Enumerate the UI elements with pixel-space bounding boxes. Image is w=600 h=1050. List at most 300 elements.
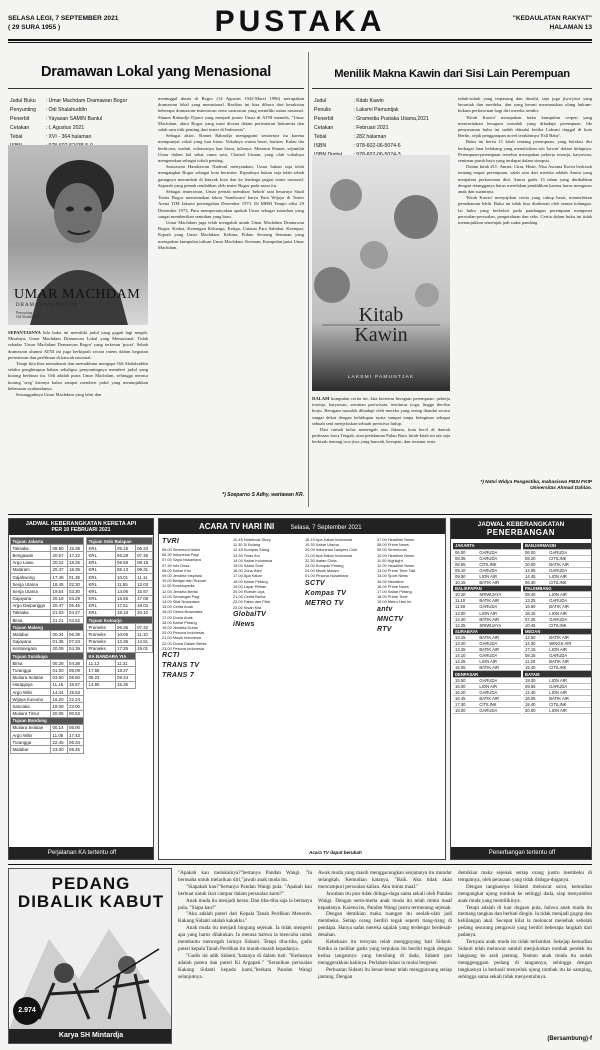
flight-time: 16.50 [523, 604, 547, 610]
train-section-name: Tujuan Surabaya [11, 653, 84, 660]
tv-program: 07.00 Sapa Nusantara [162, 557, 201, 563]
flight-table-left [453, 543, 521, 714]
tv-program: 19.00 Layar Pilihan [233, 583, 267, 589]
train-row [11, 552, 84, 559]
train-cell: 19.53 [67, 688, 83, 695]
flight-time: 11.10 [453, 598, 477, 604]
flight-time: 12.25 [453, 622, 477, 628]
masthead [8, 6, 592, 50]
flight-airline: GARUDA [477, 708, 521, 714]
train-row [11, 602, 84, 609]
serial-col2: Awak muda yang masih menggacungkan senjatanya itu mundur selangkah. Kemudian katanya, "Baik. Aku tidak akan mencampuri persoalan kalian. Aku minta maaf." Jawaban itu pun tidak diduga-duga sama sekali oleh Pandan Wangi. Dengan serta-merta anak muda itu telah minta maaf kepadanya. Karena itu, Pandan Wangi justru termenung sejenak. Dengan demikian maka ruangan itu seolah-olah jadi membeku. Setiap orang berdiri tegak seperti tiang-tiang di pendapa. Hanya nafas mereka sajalah yang terdengar berdesah-desahan. Kebekuan itu ternyata telah menggoyang hati Sidanti. Ketika ia melihat gadis yang terpukau itu berdiri tegak dengan kedua tangannya yang bersilang di dada, Sidanti pun menggerakkan kakinya. Perlahan-lahan ia mulai bergeser. Perbuatan Sidanti itu benar-benar telah mengguncang setiap jantung. Dengan [318, 870, 452, 980]
tv-program: 18.00 Kabar Petang [162, 619, 197, 625]
flight-airline: BATIK AIR [477, 580, 521, 586]
train-cell: Bima [11, 660, 51, 667]
channel-logo-globaltv: GlobalTV [233, 610, 267, 618]
flight-airline: BATIK AIR [477, 647, 521, 653]
train-cell: 08.18 [135, 559, 152, 566]
flight-airline: BATIK AIR [547, 634, 591, 640]
tv-schedule [158, 518, 446, 860]
tv-program: 17.00 Dunia Anak [162, 614, 193, 620]
serial-illustration [8, 868, 172, 1044]
serial-author: Karya SH Mintardja [9, 1029, 172, 1043]
flight-airline: BATIK AIR [477, 598, 521, 604]
train-row [87, 545, 153, 552]
flight-airline: BATIK AIR [547, 561, 591, 567]
flight-airline: SRIWIJAYA [477, 622, 521, 628]
serial-col1: "Apakah kau melukainya?"bertanya Pandan Wangi. "Ia berusaha untuk melarikan diri,"jawab anak muda itu. "Siapakah kau?"bertanya Pandan Wangi pula. "Apakah kau berbuat untuk ikut campur dalam persoalan kami?" Anak muda itu menjadi heran. Dan tiba-tiba saja ia bertanya pula, "Siapa kau?" "Aku adalah puteri dari Kepala Tanah Perdikan Menoreh. Kakang Sidanti adalah kakakku." Anak muda itu menjadi bingung sejenak. Ia tidak mengerti apa yang harus dilakukan. Ia merasa bahwa ia mencoba untuk membantu mencegah larinya Sidanti. Tetapi tiba-tiba, gadis puteri kepala Tanah Perdikan itu marah-marah kepadanya. "Gadis ini adik Sidanti,"katanya di dalam hati. "Keduanya adalah putera dan puteri Ki Argapati." "Seranlkan persoalan Kakang Sidanti kepada kami,"berkata Pandan Wangi selanjutnya. [178, 870, 312, 980]
train-table-main [10, 537, 84, 754]
meta-row [314, 134, 450, 141]
train-cell: 00.53 [67, 710, 83, 717]
flight-airline: BATIK AIR [477, 634, 521, 640]
train-cell: 05.45 [67, 602, 83, 609]
cover-title: UMAR MACHDAM [14, 287, 141, 302]
meta-value: : Kitab Kawin [353, 98, 384, 104]
train-cell: KRL [87, 545, 116, 552]
flight-airline: WINGS AIR [547, 641, 591, 647]
train-cell: Turangga [11, 667, 51, 674]
meta-row [10, 116, 146, 123]
tv-program: 16.00 Zona Iklim [233, 568, 262, 574]
train-cell: 11.31 [115, 660, 135, 667]
tv-program: 13.00 Prime Time Talk [377, 568, 416, 574]
train-cell: 00.14 [51, 724, 67, 731]
flight-destination: JAKARTA [453, 543, 521, 549]
tv-program: 16.00 Prime News [377, 583, 409, 589]
flight-title-2: PENERBANGAN [486, 528, 556, 537]
meta-value: : 978-602-06-5074-6 [353, 143, 401, 149]
flight-airline: LION AIR [547, 592, 591, 598]
train-row [11, 681, 84, 688]
train-row [11, 545, 84, 552]
train-cell: 20.67 [51, 552, 67, 559]
flight-airline: CITILINK [547, 665, 591, 671]
left-headline: Dramawan Lokal yang Menasional [40, 64, 272, 80]
train-cell: 01.00 [51, 667, 67, 674]
train-row [11, 732, 84, 739]
train-cell: 14.44 [51, 688, 67, 695]
train-cell: 20.16 [51, 595, 67, 602]
train-section-header [11, 624, 84, 631]
meta-row [314, 125, 450, 132]
meta-row [10, 107, 146, 114]
train-cell: 01.35 [67, 573, 83, 580]
flight-time: 13.25 [453, 647, 477, 653]
train-cell: 04.38 [67, 660, 83, 667]
train-cell: 17.48 [51, 573, 67, 580]
flight-airline: CITILINK [477, 701, 521, 707]
tv-title: ACARA TV HARI INI [199, 522, 275, 531]
channel-logo-inews: iNews [233, 620, 255, 628]
train-row [11, 559, 84, 566]
tv-program: 07.00 Headline News [377, 537, 414, 542]
flight-title: JADWAL KEBERANGKATAN [477, 521, 565, 528]
train-cell: 05.09 [67, 667, 83, 674]
train-cell: Wijaya Kusuma [11, 696, 51, 703]
meta-key: Penerbit [10, 116, 30, 122]
right-body-col2: tubuh-tubuh yang terpasung dan dieailti, tapi juga jiwa-jiwa yang berontak dan merdeka, dan yang berani merumuskan ulang hukum-hukum perkawinan bagi diri mereka sendiri. 'Kitab Kawin' merupakan buku kumpulan cerpen yang menceritakan beragam masalah yang dihadapi perempuan. Ide penyusunan buku ini sudah diinulai ketika Laksmi tinggal di kota Berlin, sejak penggarapan novel terakhimya 'Fall Baby'. Buku ini berisi 11 kitab tentang perempuan, yang beralasi diri berbagai latar belakang yang menafsirkan arti 'kawin' dalam hidupnya. Perempuan-perempuan tersebut merupakan pekerja tosenja, karyawan, seniman paruh baya yang terdapat dalam sinopsis. Dalam kitab #11: Amira, Citra, Heati, Nisa Asrama Korea berkisah tentang empat perempuan, salah satu dari mereka adalah Amira yang menjalani perkawinan dini. Amira gadis 13 tahun yang dinikahkan dengan tetangganya harus merelakan pendidikan karena harus mengurus anak dan suaminya. 'Kitab Kawin' menyajikan cerita yang cukup berat, memerlukan pemahaman lebih. Buku ini tidak bisa dinikmati oleh semua kalangan. Isi buku yang berbobot pada pandangan perempuan mengenai persoalan-persoalan, pengetahuan dan seks. Cerita dalam buku ini tidak menunjukkan semenjak jadi sudut pandang. [458, 96, 592, 226]
flight-airline: LION AIR [547, 610, 591, 616]
flight-time: 14.10 [453, 653, 477, 659]
flight-airline: LION AIR [477, 610, 521, 616]
train-cell: 20.47 [51, 566, 67, 573]
train-section-header [87, 538, 153, 545]
flight-time: 07.25 [523, 616, 547, 622]
episode-badge [13, 997, 41, 1025]
train-cell: 06.00 [67, 724, 83, 731]
flight-time: 16.20 [453, 689, 477, 695]
tv-program: 18.00 Prime Time [377, 594, 408, 600]
flight-airline: CITILINK [477, 561, 521, 567]
flight-time: 15.50 [453, 677, 477, 683]
meta-value: : Yayasan SAMIN Bantul [45, 116, 103, 122]
train-cell: KRL [87, 609, 116, 616]
train-section-name: Tujuan Kutoarjo [87, 617, 153, 624]
train-row [11, 581, 84, 588]
flight-airline: BATIK AIR [477, 695, 521, 701]
train-cell: 04.39 [67, 645, 83, 652]
tv-program: 21.00 Musik Indonesia [162, 635, 201, 641]
flight-airline: BATIK AIR [477, 616, 521, 622]
train-cell: 08.50 [51, 545, 67, 552]
train-cell: 09.31 [135, 566, 152, 573]
train-cell: 01.36 [51, 638, 67, 645]
left-book-meta [8, 96, 148, 152]
train-cell: Taksaka [11, 609, 51, 616]
flight-destination: BATAM [523, 671, 591, 677]
train-cell: 22.24 [67, 696, 83, 703]
meta-row [314, 143, 450, 150]
train-cell: Prameks [87, 631, 116, 638]
tv-program: 14.00 Sport News [377, 573, 408, 579]
flight-destination: SURABAYA [453, 628, 521, 634]
train-cell: 06.28 [115, 552, 135, 559]
train-cell: 14.55 [87, 681, 116, 688]
train-cell: 15.57 [67, 681, 83, 688]
train-cell: 21.03 [51, 609, 67, 616]
train-cell: 17.58 [87, 667, 116, 674]
meta-key: Cetakan [314, 125, 334, 131]
flight-time: 16.45 [453, 695, 477, 701]
tv-program: 16.00 Gema Nusantara [162, 609, 203, 615]
train-cell: 17.06 [135, 595, 152, 602]
flight-airline: GARUDA [477, 689, 521, 695]
flight-time: 06.00 [453, 549, 477, 555]
tv-program: 10.00 Belajar dari Rumah [162, 578, 207, 584]
publication-name: "KEDAULATAN RAKYAT" [512, 15, 592, 22]
flight-time: 08.20 [523, 555, 547, 561]
tv-program: 11.00 Highlight [377, 557, 403, 563]
train-caption: Perjalanan KA tertentu off [9, 847, 154, 859]
tv-program: 11.00 Ensiklopedia [162, 583, 195, 589]
train-cell: 11.10 [135, 631, 152, 638]
meta-row [10, 134, 146, 141]
train-cell: Malabar [11, 631, 51, 638]
lead-caps: SEPANTASNYA [8, 330, 41, 335]
right-lead-caps: DALAM [312, 396, 330, 401]
channel-logo-kompastv: Kompas TV [305, 589, 347, 597]
right-article [312, 52, 592, 512]
train-cell: 13.03 [135, 581, 152, 588]
train-cell: 00.28 [51, 660, 67, 667]
train-cell: 20.47 [51, 602, 67, 609]
train-section-name: Tujuan Jakarta [11, 538, 84, 545]
channel-logo-antv: antv [377, 605, 393, 613]
train-row [11, 588, 84, 595]
train-cell: 06.23 [135, 545, 152, 552]
flower-illustration [312, 155, 450, 391]
train-row [11, 674, 84, 681]
tv-program: 22.30 Ikatan Cinta [305, 557, 337, 563]
train-cell: 08.23 [87, 674, 116, 681]
flight-time: 15.05 [453, 665, 477, 671]
meta-value: : XVI - 364 halaman [45, 134, 92, 140]
train-row [11, 696, 84, 703]
train-row [11, 710, 84, 717]
flight-airline: GARUDA [477, 604, 521, 610]
flight-airline: CITILINK [547, 580, 591, 586]
train-cell: Gajayana [11, 595, 51, 602]
right-cover-author: LAKSMI PAMUNTJAK [347, 375, 415, 380]
train-cell: 07.42 [135, 624, 152, 631]
train-row [11, 645, 84, 652]
masthead-javanese-date: ( 29 SURA 1955 ) [8, 24, 61, 31]
train-row [87, 674, 153, 681]
train-cell: 18.37 [115, 667, 135, 674]
flight-airline: LION AIR [477, 683, 521, 689]
flight-airline: GARUDA [477, 677, 521, 683]
train-cell: Bima [11, 617, 51, 624]
train-cell: 18.26 [67, 559, 83, 566]
tv-program: 10.45 Notebook Story [233, 537, 271, 542]
train-cell: Mataram [11, 566, 51, 573]
flight-airline: GARUDA [477, 555, 521, 561]
tv-program: 09.00 Jendela Inspirasi [162, 573, 203, 579]
train-section-header [87, 653, 153, 660]
tv-program: 09.00 Seremonia [377, 547, 407, 553]
tv-program: 08.00 Kabar Kini [162, 567, 191, 573]
flight-time: 11.50 [453, 604, 477, 610]
flight-airline: GARUDA [547, 616, 591, 622]
left-body-col1: SEPANTASNYA bila buku ini memiliki judul yang gagah lagi megah. Misalnya, Umar Machdam Dramawan Lokal yang Menasional. Tidak sekadar 'Umar Machdam Dramawan Bogor' yang terkesan 'pucat'. Sebab dramawan alumni ATNI ini juga berkiprah secara intens dalam kegiatan perteateran dan perfilman di kancah nasional. Tetapi kita bisa memahami dan memaklumi mengapa Odi Shalahuddin selaku penghimpun bahan sekaligus penyuntingnya memberi judul yang kurang berbinar itu. Odi adalah putra Umar Machdam, sehingga merasa kurang 'sreg' kiranya kalau sampai memberi judul yang menunjukkan kebesaran ayahandanya. Sesungguhnya Umar Machdam yang lahir dan [8, 330, 148, 398]
cover-subtitle: DRAMAWAN BOGOR [16, 303, 79, 308]
train-cell: 11.12 [87, 660, 116, 667]
flight-airline: GARUDA [477, 549, 521, 555]
flight-time: 13.20 [453, 641, 477, 647]
flight-airline: GARUDA [477, 567, 521, 573]
tv-col-1 [162, 537, 228, 855]
tv-program: 19.00 Jendela Dunia [162, 625, 198, 631]
meta-row [314, 98, 450, 105]
flight-time: 18.15 [523, 610, 547, 616]
section-title: PUSTAKA [214, 5, 386, 38]
tv-col-3 [305, 537, 373, 855]
flight-time: 15.40 [523, 665, 547, 671]
channel-logo-rcti: RCTI [162, 652, 180, 660]
meta-value: : 282 halaman [353, 134, 387, 140]
train-cell: 20.22 [51, 559, 67, 566]
flight-time: 16.05 [523, 695, 547, 701]
train-row [87, 559, 153, 566]
train-cell: Prameks [87, 645, 116, 652]
train-cell: 14.06 [115, 588, 135, 595]
train-row [11, 609, 84, 616]
left-book-cover [8, 145, 148, 325]
train-cell: 16.20 [51, 696, 67, 703]
flight-airline: BATIK AIR [547, 695, 591, 701]
cover-editor: Penyunting Odi Shalahuddin [16, 311, 41, 320]
train-section-name: Tujuan Solo Balapan [87, 538, 153, 545]
train-cell: 08.50 [67, 674, 83, 681]
train-row [11, 724, 84, 731]
train-cell: 19.09 [51, 703, 67, 710]
meta-key: Judul [314, 98, 327, 104]
train-row [11, 660, 84, 667]
serial-title-art: PEDANG DIBALIK KABUT [17, 874, 165, 911]
flight-destination: PALEMBANG [523, 586, 591, 592]
flight-time: 16.00 [453, 683, 477, 689]
train-cell: Mutiara Selatan [11, 724, 51, 731]
flight-time: 10.15 [453, 580, 477, 586]
meta-row [314, 107, 450, 114]
train-cell: 06.39 [67, 631, 83, 638]
train-cell: 15.35 [115, 681, 135, 688]
flight-airline: CITILINK [547, 555, 591, 561]
meta-key: Penulis [314, 107, 332, 113]
flight-airline: LION AIR [547, 689, 591, 695]
train-cell: 10.05 [115, 631, 135, 638]
flight-time: 14.30 [523, 641, 547, 647]
train-row [11, 631, 84, 638]
tv-program: 06.00 Seremoni Islam [162, 547, 200, 552]
tv-program: 15.00 Sabtu Sore [233, 563, 264, 569]
flight-time: 10.00 [523, 561, 547, 567]
tv-program: 21.00 Apa Kabar Indonesia [305, 552, 352, 558]
train-cell: 11.55 [115, 581, 135, 588]
train-section-name: KA BANDARA YIA [87, 653, 136, 660]
train-cell: Senja Utama [11, 588, 51, 595]
train-row [11, 703, 84, 710]
right-byline: *) Natvi Widya Pangestika, mahasiswa PBSI FKIP Universitas Ahmad Dahlan. [480, 480, 592, 491]
flight-time: 09.50 [453, 573, 477, 579]
train-cell: 18.04 [135, 602, 152, 609]
train-row [87, 552, 153, 559]
train-cell: 10.01 [115, 573, 135, 580]
train-row [11, 595, 84, 602]
meta-key: Tebal [314, 134, 327, 140]
flight-destination: BANJARMASIN [523, 543, 591, 549]
train-table-solo [86, 537, 153, 689]
train-cell: 07.23 [67, 638, 83, 645]
tv-program: 20.00 Indonesia Lawyers Club [305, 547, 358, 553]
train-cell: 22.45 [51, 739, 67, 746]
flight-time: 13.15 [453, 634, 477, 640]
flight-time: 17.30 [453, 701, 477, 707]
meta-key: Penyunting [10, 107, 36, 113]
train-cell: 20.05 [51, 710, 67, 717]
flight-airline: GARUDA [547, 549, 591, 555]
flight-time: 12.50 [523, 634, 547, 640]
train-row [11, 688, 84, 695]
flight-time: 08.55 [453, 561, 477, 567]
tv-program: 19.00 Metro Hari Ini [377, 599, 412, 605]
flight-time: 18.40 [523, 701, 547, 707]
flight-time: 10.20 [453, 592, 477, 598]
meta-key: Judul Buku [10, 98, 36, 104]
episode-number: 2.974 [18, 1007, 36, 1014]
train-row [11, 667, 84, 674]
train-cell: KRL [87, 602, 116, 609]
train-title: JADWAL KEBERANGKATAN KERETA API [25, 521, 137, 527]
flight-airline: GARUDA [477, 653, 521, 659]
train-cell: Gajahwong [11, 573, 51, 580]
train-row [11, 746, 84, 753]
tv-program: 12.45 Kompas Siang [233, 547, 270, 553]
meta-key: ISBN [314, 143, 327, 149]
flight-time: 17.15 [523, 647, 547, 653]
meta-key: Tebal [10, 134, 23, 140]
flight-time: 09.10 [453, 567, 477, 573]
flight-airline: LION AIR [547, 677, 591, 683]
left-article [8, 52, 304, 512]
flight-time: 11.20 [523, 659, 547, 665]
train-row [87, 609, 153, 616]
flight-time: 06.30 [523, 580, 547, 586]
train-cell: 03.30 [67, 588, 83, 595]
flight-airline: LION AIR [547, 647, 591, 653]
flight-airline: GARUDA [547, 567, 591, 573]
left-body-col2: meninggal dunia di Bogor (14 Agustus 1942-Maret 1996) merupakan dramawan lokal yang menasional. Realitas ini bisa dibaca dari kesaksian beberapa dramawan-teaterawan serta sastrawan yang memiliki nama nasional. Slamet Rahardjo Djarot yang menjadi junior Umar di ATNI menulis, "Umar Machdam, aktor Bogor yang turut dicatat dalam perteateran Indonesia dan salah satu titik penting dari teater di Indonesia". Sebagai aktor, Slamet Rahardjo mengagumi seniornya itu karena mempunyai vokal yang luar biasa. Vokalnya warna berat, bariton. Kalau dia berbicara, waduh, wibawanya luar biasa, tulisnya. Menurut Slamet, sejumlah Umar dalam hal sekat cuma satu, Chairul Umam, yang olah vokalnya mengenakan sebagai tokoh penting. Sastrawan Handrawan Nadesul menyatakan, Umar bukan saja telah mengangkat Bogor sebagai kota berteater. Kiprahnya bukan saja telah sebab gaungnya merambah di banyak kota dan ke lembaga pegiat teater nasional. Saparah yang pemah rendahkan oleh teater Bogor pada masa itu. Sebagai teaterawan, Umar pernah membuat 'heboh' saat besarnya Studi Teater Bogor memerankan lakon 'Sandiwara' karya Putu Wijaya di Teater Arena TIM Jakarta pertengahan Desember 1973. Di MBM Tempo edisi 29 Desember 1973, Putu mempertanyakan apakah Umar sebagai sutradara yang sangat memberikan sentuhan yang baru. Umar Machdam juga telah mengabdi untuk Umar Machdam Dramawan Bogor. Kedua, Kenangan Keluarga, Ketiga, Catatan Para Sahabat. Keempat, Kiprah yang Umar Machdam. Kelima, Pidato Seorang Seniman yang merupakan kumpulan tulisan Umar Machdam. Keenam, Kumpulan puisi Umar Machdam. [158, 96, 304, 250]
tv-program: 15.00 Cerita Anak [162, 604, 193, 610]
train-cell: 04.52 [67, 617, 83, 624]
flight-time: 14.25 [453, 659, 477, 665]
channel-logo-trans7: TRANS 7 [162, 672, 195, 680]
tv-program: 07.30 Info Desa [162, 562, 190, 568]
train-cell: KRL [87, 559, 116, 566]
meta-value: : Umar Machdam Dramawan Bogor [45, 98, 128, 104]
meta-value: : Gramedia Pustaka Utama,2021 [353, 116, 429, 122]
train-cell: 05.15 [115, 545, 135, 552]
train-cell: 08.45 [67, 746, 83, 753]
train-cell: Mutiara Selatan [11, 674, 51, 681]
tv-program: 17.00 Apa Kabar [233, 573, 262, 579]
channel-logo-tvri: TVRI [162, 538, 180, 545]
train-section-header [11, 538, 84, 545]
train-row [87, 645, 153, 652]
tv-program: 24.00 Musik Malam [305, 568, 339, 574]
train-row [87, 667, 153, 674]
flight-row [453, 708, 521, 714]
flight-airline: BATIK AIR [547, 604, 591, 610]
tv-col-4 [377, 537, 443, 855]
train-row [87, 638, 153, 645]
train-cell: Argo Wilis [11, 688, 51, 695]
train-subtitle: PER 10 FEBRUARI 2021 [51, 527, 111, 533]
train-row [11, 739, 84, 746]
meta-value: : Odi Shalahuddin [45, 107, 87, 113]
train-section-header [11, 653, 84, 660]
train-cell: 04.27 [67, 609, 83, 616]
flight-airline: GARUDA [477, 641, 521, 647]
train-cell: 02.30 [67, 581, 83, 588]
train-cell: Malabar [11, 746, 51, 753]
channel-logo-metrotv: METRO TV [305, 599, 344, 607]
train-cell: 19.18 [115, 609, 135, 616]
train-cell: KRL [87, 552, 116, 559]
train-cell: 17.43 [67, 732, 83, 739]
meta-value: : I, Agustus 2021 [45, 125, 85, 131]
